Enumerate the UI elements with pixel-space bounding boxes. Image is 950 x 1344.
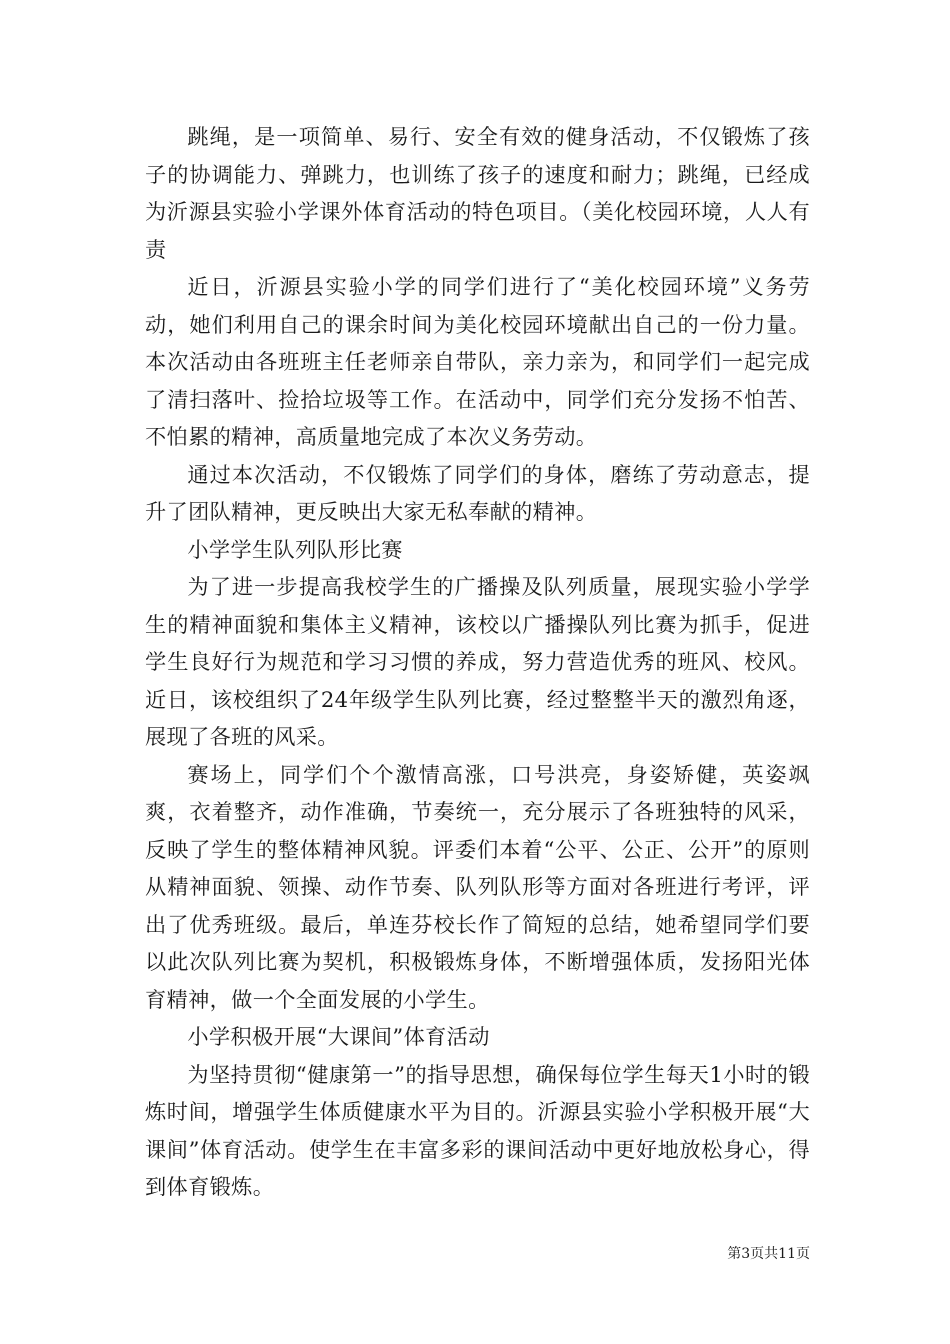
paragraph-big-break: 为坚持贯彻“健康第一”的指导思想，确保每位学生每天1小时的锻炼时间，增强学生体质健康水平为目的。沂源县实验小学积极开展“大课间”体育活动。使学生在丰富多彩的课间活动中更好地放松身心，得到体育锻炼。: [145, 1061, 810, 1199]
paragraph-jump-rope: 跳绳，是一项简单、易行、安全有效的健身活动，不仅锻炼了孩子的协调能力、弹跳力，也训练了孩子的速度和耐力；跳绳，已经成为沂源县实验小学课外体育活动的特色项目。（美化校园环境，人人有责: [145, 124, 810, 262]
document-body: [145, 118, 810, 1206]
section-heading-big-break: 小学积极开展“大课间”体育活动: [187, 1024, 490, 1049]
paragraph-formation-intro: 为了进一步提高我校学生的广播操及队列质量，展现实验小学学生的精神面貌和集体主义精神，该校以广播操队列比赛为抓手，促进学生良好行为规范和学习习惯的养成，努力营造优秀的班风、校风。近日，该校组织了24年级学生队列比赛，经过整整半天的激烈角逐，展现了各班的风采。: [145, 574, 810, 749]
paragraph-cleanup-summary: 通过本次活动，不仅锻炼了同学们的身体，磨练了劳动意志，提升了团队精神，更反映出大家无私奉献的精神。: [145, 461, 810, 524]
paragraph-formation-details: 赛场上，同学们个个激情高涨，口号洪亮，身姿矫健，英姿飒爽，衣着整齐，动作准确，节奏统一，充分展示了各班独特的风采，反映了学生的整体精神风貌。评委们本着“公平、公正、公开”的原则从精神面貌、领操、动作节奏、队列队形等方面对各班进行考评，评出了优秀班级。最后，单连芬校长作了简短的总结，她希望同学们要以此次队列比赛为契机，积极锻炼身体，不断增强体质，发扬阳光体育精神，做一个全面发展的小学生。: [145, 761, 810, 1012]
section-heading-formation-contest: 小学学生队列队形比赛: [187, 536, 403, 562]
page-number-footer: 第3页共11页: [727, 1246, 810, 1262]
paragraph-campus-cleanup: 近日，沂源县实验小学的同学们进行了“美化校园环境”义务劳动，她们利用自己的课余时间为美化校园环境献出自己的一份力量。本次活动由各班班主任老师亲自带队，亲力亲为，和同学们一起完成了清扫落叶、捡拾垃圾等工作。在活动中，同学们充分发扬不怕苦、不怕累的精神，高质量地完成了本次义务劳动。: [145, 274, 810, 449]
